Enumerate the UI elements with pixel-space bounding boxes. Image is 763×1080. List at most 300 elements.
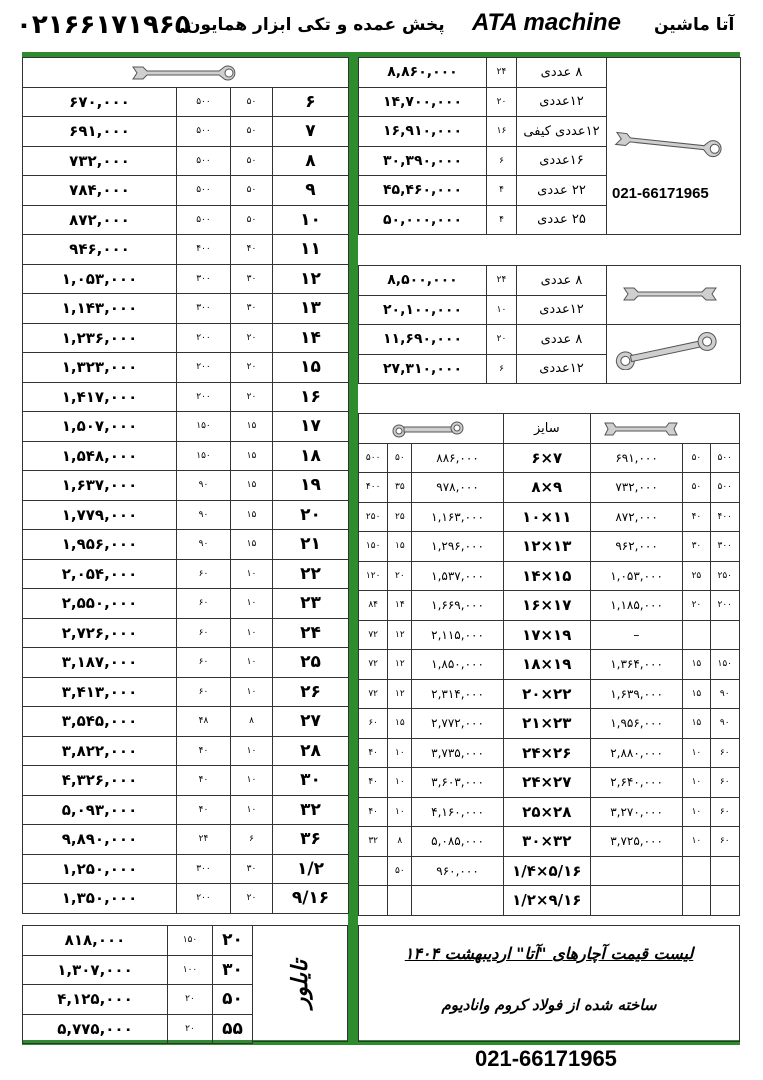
- size-cell: ۱۶: [273, 382, 349, 412]
- ring-price-cell: ۵,۰۸۵,۰۰۰: [412, 827, 503, 857]
- price-cell: ۳,۵۴۵,۰۰۰: [23, 707, 177, 737]
- ring-wrench-header: [359, 414, 504, 444]
- open-carton-cell: ۹۰: [710, 709, 739, 739]
- table-row: [23, 441, 349, 471]
- carton-qty-cell: ۳۰۰: [177, 264, 231, 294]
- combination-wrench-icon: [612, 128, 727, 160]
- price-cell: ۷۸۴,۰۰۰: [23, 176, 177, 206]
- ring-price-cell: ۱,۲۹۶,۰۰۰: [412, 532, 503, 562]
- size-cell: ۱۳: [273, 294, 349, 324]
- table-row: [359, 443, 740, 473]
- sets-phone: 021-66171965: [612, 185, 709, 202]
- pack-qty-cell: ۵۰: [231, 146, 273, 176]
- open-price-cell: ۷۳۲,۰۰۰: [590, 473, 683, 503]
- size-cell: ۱۵: [273, 353, 349, 383]
- open-pack-cell: ۳۰: [683, 532, 710, 562]
- open-carton-cell: ۲۵۰: [710, 561, 739, 591]
- qty-cell: ۲۰: [168, 985, 213, 1015]
- table-row: [23, 412, 349, 442]
- open-pack-cell: ۱۵: [683, 650, 710, 680]
- size-cell: ۱۰: [273, 205, 349, 235]
- price-cell: ۸۷۲,۰۰۰: [23, 205, 177, 235]
- open-pack-cell: ۱۵: [683, 709, 710, 739]
- size-cell: ۶: [273, 87, 349, 117]
- double-wrench-price-table: [358, 413, 740, 916]
- pack-qty-cell: ۱۰: [231, 618, 273, 648]
- open-price-cell: ۳,۷۲۵,۰۰۰: [590, 827, 683, 857]
- ring-carton-cell: ۱۵۰: [359, 532, 388, 562]
- qty-cell: ۲۰: [487, 325, 517, 355]
- qty-cell: ۱۰۰: [168, 955, 213, 985]
- set-label-cell: ۲۵ عددی: [517, 205, 607, 235]
- open-price-cell: ۱,۹۵۶,۰۰۰: [590, 709, 683, 739]
- table-row: [23, 87, 349, 117]
- open-pack-cell: [683, 886, 710, 916]
- size-cell: ۲۲: [273, 559, 349, 589]
- carton-qty-cell: ۶۰: [177, 589, 231, 619]
- size-cell: ۲۴: [273, 618, 349, 648]
- table-row: [359, 561, 740, 591]
- price-cell: ۵,۷۷۵,۰۰۰: [23, 1014, 168, 1044]
- table-row: [23, 648, 349, 678]
- price-cell: ۱۶,۹۱۰,۰۰۰: [359, 117, 487, 147]
- ring-price-cell: ۱,۱۶۳,۰۰۰: [412, 502, 503, 532]
- table-row: [23, 353, 349, 383]
- table-row: [23, 1014, 253, 1044]
- price-cell: ۱,۲۵۰,۰۰۰: [23, 854, 177, 884]
- pack-qty-cell: ۲۰: [231, 382, 273, 412]
- ring-pack-cell: ۲۰: [388, 561, 412, 591]
- open-carton-cell: ۶۰: [710, 768, 739, 798]
- carton-qty-cell: ۵۰۰: [177, 117, 231, 147]
- carton-qty-cell: ۶۰: [177, 559, 231, 589]
- price-list-note: [358, 925, 740, 1042]
- ring-price-cell: ۴,۱۶۰,۰۰۰: [412, 797, 503, 827]
- carton-qty-cell: ۲۰۰: [177, 323, 231, 353]
- size-cell: ۳۲: [273, 795, 349, 825]
- brand-name-fa: آتا ماشین: [654, 15, 735, 35]
- ring-carton-cell: [359, 886, 388, 916]
- set-label-cell: ۸ عددی: [517, 266, 607, 296]
- table-row: [23, 117, 349, 147]
- table-row: [23, 795, 349, 825]
- header-phone: ۰۲۱۶۶۱۷۱۹۶۵: [16, 10, 191, 40]
- table-row: [359, 797, 740, 827]
- price-cell: ۷۳۲,۰۰۰: [23, 146, 177, 176]
- size-cell: ۲۵×۲۸: [503, 797, 590, 827]
- price-cell: ۱,۴۱۷,۰۰۰: [23, 382, 177, 412]
- size-cell: ۲۴×۲۶: [503, 738, 590, 768]
- open-carton-cell: [710, 886, 739, 916]
- ring-carton-cell: ۴۰: [359, 768, 388, 798]
- pack-qty-cell: ۳۰: [231, 264, 273, 294]
- price-cell: ۱,۳۲۳,۰۰۰: [23, 353, 177, 383]
- price-cell: ۱,۲۳۶,۰۰۰: [23, 323, 177, 353]
- price-cell: ۱,۱۴۳,۰۰۰: [23, 294, 177, 324]
- price-cell: ۹۴۶,۰۰۰: [23, 235, 177, 265]
- price-cell: ۱,۰۵۳,۰۰۰: [23, 264, 177, 294]
- carton-qty-cell: ۲۰۰: [177, 353, 231, 383]
- open-carton-cell: ۲۰۰: [710, 591, 739, 621]
- ring-carton-cell: ۶۰: [359, 709, 388, 739]
- ring-spanner-icon: [612, 330, 722, 370]
- size-cell: ۳۰: [273, 766, 349, 796]
- price-cell: ۱,۵۴۸,۰۰۰: [23, 441, 177, 471]
- open-price-cell: ۱,۳۶۴,۰۰۰: [590, 650, 683, 680]
- pack-qty-cell: ۵۰: [231, 117, 273, 147]
- center-divider: [348, 52, 358, 1044]
- price-cell: ۲,۵۵۰,۰۰۰: [23, 589, 177, 619]
- open-price-cell: ۱,۰۵۳,۰۰۰: [590, 561, 683, 591]
- open-pack-cell: ۱۰: [683, 827, 710, 857]
- ring-pack-cell: ۵۰: [388, 443, 412, 473]
- ring-price-cell: ۱,۸۵۰,۰۰۰: [412, 650, 503, 680]
- pack-qty-cell: ۱۰: [231, 766, 273, 796]
- carton-qty-cell: ۵۰۰: [177, 205, 231, 235]
- price-cell: ۹,۸۹۰,۰۰۰: [23, 825, 177, 855]
- price-cell: ۲,۰۵۴,۰۰۰: [23, 559, 177, 589]
- size-cell: ۱۲: [273, 264, 349, 294]
- carton-qty-cell: ۲۴: [177, 825, 231, 855]
- table-row: [359, 532, 740, 562]
- size-cell: ۱/۴×۵/۱۶: [503, 856, 590, 886]
- table-row: [23, 589, 349, 619]
- open-pack-cell: ۴۰: [683, 502, 710, 532]
- ring-pack-cell: ۱۲: [388, 620, 412, 650]
- carton-qty-cell: ۴۸: [177, 707, 231, 737]
- ring-price-cell: ۲,۳۱۴,۰۰۰: [412, 679, 503, 709]
- tailor-price-table: [22, 925, 253, 1044]
- table-row: [23, 707, 349, 737]
- price-cell: ۸,۵۰۰,۰۰۰: [359, 266, 487, 296]
- ring-price-cell: ۳,۶۰۳,۰۰۰: [412, 768, 503, 798]
- size-cell: ۲۱: [273, 530, 349, 560]
- carton-qty-cell: ۳۰۰: [177, 294, 231, 324]
- price-cell: ۴۵,۴۶۰,۰۰۰: [359, 176, 487, 206]
- ring-price-cell: ۹۶۰,۰۰۰: [412, 856, 503, 886]
- open-carton-cell: ۶۰: [710, 797, 739, 827]
- ring-carton-cell: ۸۴: [359, 591, 388, 621]
- price-cell: ۱,۳۰۷,۰۰۰: [23, 955, 168, 985]
- open-carton-cell: ۹۰: [710, 679, 739, 709]
- pack-qty-cell: ۱۵: [231, 412, 273, 442]
- size-cell: ۶×۷: [503, 443, 590, 473]
- open-carton-cell: ۱۵۰: [710, 650, 739, 680]
- open-carton-cell: ۶۰: [710, 738, 739, 768]
- open-end-wrench-icon: [620, 283, 720, 305]
- price-cell: ۶۷۰,۰۰۰: [23, 87, 177, 117]
- pack-qty-cell: ۲۰: [231, 884, 273, 914]
- pack-qty-cell: ۲۰: [231, 323, 273, 353]
- open-carton-cell: ۵۰۰: [710, 473, 739, 503]
- size-cell: ۲۱×۲۳: [503, 709, 590, 739]
- open-pack-cell: ۲۵: [683, 561, 710, 591]
- pack-qty-cell: ۱۰: [231, 648, 273, 678]
- qty-cell: ۶: [487, 146, 517, 176]
- price-cell: ۳,۸۲۲,۰۰۰: [23, 736, 177, 766]
- open-carton-cell: ۵۰۰: [710, 443, 739, 473]
- size-cell: ۲۸: [273, 736, 349, 766]
- ring-pack-cell: ۱۰: [388, 738, 412, 768]
- header-slogan: پخش عمده و تکی ابزار همایون: [186, 15, 445, 35]
- open-price-cell: –: [590, 620, 683, 650]
- table-row: [359, 58, 741, 88]
- open-carton-cell: ۶۰: [710, 827, 739, 857]
- open-pack-cell: ۵۰: [683, 443, 710, 473]
- open-price-cell: [590, 886, 683, 916]
- ring-spanner-icon: [389, 418, 469, 440]
- table-row: [23, 500, 349, 530]
- table-row: [23, 530, 349, 560]
- price-cell: ۵,۰۹۳,۰۰۰: [23, 795, 177, 825]
- pack-qty-cell: ۱۵: [231, 500, 273, 530]
- qty-cell: ۲۰: [487, 87, 517, 117]
- ring-pack-cell: ۱۴: [388, 591, 412, 621]
- ring-pack-cell: [388, 886, 412, 916]
- ring-carton-cell: [359, 856, 388, 886]
- table-row: [23, 766, 349, 796]
- open-price-cell: ۸۷۲,۰۰۰: [590, 502, 683, 532]
- open-price-cell: ۲,۶۴۰,۰۰۰: [590, 768, 683, 798]
- table-row: [23, 677, 349, 707]
- carton-qty-cell: ۴۰: [177, 736, 231, 766]
- price-cell: ۸,۸۶۰,۰۰۰: [359, 58, 487, 88]
- price-cell: ۱,۵۰۷,۰۰۰: [23, 412, 177, 442]
- carton-qty-cell: ۲۰۰: [177, 382, 231, 412]
- qty-cell: ۲۴: [487, 266, 517, 296]
- price-cell: ۸۱۸,۰۰۰: [23, 926, 168, 956]
- table-header-row: [359, 414, 740, 444]
- carton-qty-cell: ۴۰: [177, 766, 231, 796]
- qty-cell: ۱۶: [487, 117, 517, 147]
- pack-qty-cell: ۳۰: [231, 294, 273, 324]
- tailor-label: تایلور: [286, 959, 313, 1008]
- price-cell: ۳,۴۱۳,۰۰۰: [23, 677, 177, 707]
- ring-carton-cell: ۴۰۰: [359, 473, 388, 503]
- ring-pack-cell: ۱۵: [388, 532, 412, 562]
- carton-qty-cell: ۶۰: [177, 677, 231, 707]
- carton-qty-cell: ۵۰۰: [177, 87, 231, 117]
- open-carton-cell: [710, 856, 739, 886]
- open-price-cell: [590, 856, 683, 886]
- table-row: [359, 473, 740, 503]
- ring-carton-cell: ۷۲: [359, 650, 388, 680]
- ring-price-cell: [412, 886, 503, 916]
- price-cell: ۱۴,۷۰۰,۰۰۰: [359, 87, 487, 117]
- pack-qty-cell: ۸: [231, 707, 273, 737]
- table-row: [359, 827, 740, 857]
- price-cell: ۲,۷۲۶,۰۰۰: [23, 618, 177, 648]
- carton-qty-cell: ۱۵۰: [177, 412, 231, 442]
- open-price-cell: ۱,۶۳۹,۰۰۰: [590, 679, 683, 709]
- pack-qty-cell: ۱۵: [231, 530, 273, 560]
- ring-carton-cell: ۳۲: [359, 827, 388, 857]
- ring-price-cell: ۲,۷۷۲,۰۰۰: [412, 709, 503, 739]
- qty-cell: ۲۴: [487, 58, 517, 88]
- qty-cell: ۲۰: [168, 1014, 213, 1044]
- size-cell: ۲۷: [273, 707, 349, 737]
- open-carton-cell: ۴۰۰: [710, 502, 739, 532]
- table-row: [23, 471, 349, 501]
- open-pack-cell: [683, 620, 710, 650]
- price-cell: ۵۰,۰۰۰,۰۰۰: [359, 205, 487, 235]
- ring-carton-cell: ۴۰: [359, 797, 388, 827]
- table-header-row: [23, 58, 349, 88]
- size-cell: ۱/۲: [273, 854, 349, 884]
- ring-pack-cell: ۱۰: [388, 768, 412, 798]
- carton-qty-cell: ۲۰۰: [177, 884, 231, 914]
- table-row: [23, 294, 349, 324]
- size-cell: ۹/۱۶: [273, 884, 349, 914]
- open-pack-cell: [683, 856, 710, 886]
- table-row: [23, 264, 349, 294]
- price-cell: ۱,۹۵۶,۰۰۰: [23, 530, 177, 560]
- table-row: [23, 235, 349, 265]
- ring-price-cell: ۲,۱۱۵,۰۰۰: [412, 620, 503, 650]
- size-cell: ۲۶: [273, 677, 349, 707]
- open-price-cell: ۲,۸۸۰,۰۰۰: [590, 738, 683, 768]
- pack-qty-cell: ۱۵: [231, 441, 273, 471]
- price-cell: ۳۰,۳۹۰,۰۰۰: [359, 146, 487, 176]
- table-row: [359, 591, 740, 621]
- table-row: [359, 709, 740, 739]
- size-cell: ۱۲×۱۳: [503, 532, 590, 562]
- table-row: [359, 768, 740, 798]
- size-cell: ۲۰×۲۲: [503, 679, 590, 709]
- carton-qty-cell: ۹۰: [177, 530, 231, 560]
- size-cell: ۳۰: [213, 955, 253, 985]
- table-row: [359, 620, 740, 650]
- pack-qty-cell: ۶: [231, 825, 273, 855]
- pack-qty-cell: ۱۰: [231, 795, 273, 825]
- price-cell: ۴,۱۲۵,۰۰۰: [23, 985, 168, 1015]
- set-label-cell: ۱۲عددی کیفی: [517, 117, 607, 147]
- table-row: [359, 856, 740, 886]
- set-label-cell: ۱۲عددی: [517, 87, 607, 117]
- ring-carton-cell: ۷۲: [359, 620, 388, 650]
- open-carton-cell: [710, 620, 739, 650]
- size-cell: ۱۶×۱۷: [503, 591, 590, 621]
- size-cell: ۷: [273, 117, 349, 147]
- ring-pack-cell: ۱۵: [388, 709, 412, 739]
- qty-cell: ۱۵۰: [168, 926, 213, 956]
- pack-qty-cell: ۱۰: [231, 736, 273, 766]
- carton-qty-cell: ۶۰: [177, 648, 231, 678]
- open-wrench-header: [590, 414, 739, 444]
- carton-qty-cell: ۶۰: [177, 618, 231, 648]
- carton-qty-cell: ۳۰۰: [177, 854, 231, 884]
- carton-qty-cell: ۱۵۰: [177, 441, 231, 471]
- table-row: [359, 650, 740, 680]
- size-cell: ۲۴×۲۷: [503, 768, 590, 798]
- material-subtitle: ساخته شده از فولاد کروم وانادیوم: [441, 996, 657, 1014]
- size-cell: ۱۹: [273, 471, 349, 501]
- table-row: [359, 679, 740, 709]
- set-label-cell: ۱۶عددی: [517, 146, 607, 176]
- open-pack-cell: ۵۰: [683, 473, 710, 503]
- brand-name-en: ATA machine: [472, 9, 621, 36]
- ring-carton-cell: ۵۰۰: [359, 443, 388, 473]
- ring-price-cell: ۸۸۶,۰۰۰: [412, 443, 503, 473]
- table-row: [23, 854, 349, 884]
- table-row: [23, 559, 349, 589]
- ring-carton-cell: ۷۲: [359, 679, 388, 709]
- set-label-cell: ۸ عددی: [517, 325, 607, 355]
- pack-qty-cell: ۳۰: [231, 854, 273, 884]
- ring-pack-cell: ۵۰: [388, 856, 412, 886]
- open-carton-cell: ۳۰۰: [710, 532, 739, 562]
- ring-price-cell: ۱,۶۶۹,۰۰۰: [412, 591, 503, 621]
- pack-qty-cell: ۱۰: [231, 589, 273, 619]
- footer-phone: 021-66171965: [475, 1046, 617, 1071]
- table-row: [23, 955, 253, 985]
- table-row: [23, 323, 349, 353]
- size-column-header: سایز: [503, 414, 590, 444]
- size-cell: ۱۰×۱۱: [503, 502, 590, 532]
- ring-carton-cell: ۱۲۰: [359, 561, 388, 591]
- carton-qty-cell: ۵۰۰: [177, 176, 231, 206]
- price-cell: ۲۷,۳۱۰,۰۰۰: [359, 354, 487, 384]
- tailor-label-box: [252, 925, 348, 1042]
- size-cell: ۸×۹: [503, 473, 590, 503]
- carton-qty-cell: ۵۰۰: [177, 146, 231, 176]
- table-row: [23, 825, 349, 855]
- table-row: [23, 618, 349, 648]
- size-cell: ۲۳: [273, 589, 349, 619]
- size-cell: ۲۰: [213, 926, 253, 956]
- open-pack-cell: ۱۰: [683, 797, 710, 827]
- table-row: [23, 382, 349, 412]
- table-row: [359, 886, 740, 916]
- table-row: [23, 736, 349, 766]
- price-cell: ۱,۶۳۷,۰۰۰: [23, 471, 177, 501]
- header: [0, 0, 763, 52]
- ring-pack-cell: ۱۲: [388, 650, 412, 680]
- pack-qty-cell: ۵۰: [231, 87, 273, 117]
- combination-wrench-price-table: [22, 57, 349, 914]
- size-cell: ۱۷: [273, 412, 349, 442]
- price-list-title: لیست قیمت آچارهای "آتا" اردیبهشت ۱۴۰۴: [404, 944, 694, 963]
- open-price-cell: ۱,۱۸۵,۰۰۰: [590, 591, 683, 621]
- table-row: [23, 146, 349, 176]
- pack-qty-cell: ۱۰: [231, 677, 273, 707]
- table-row: [23, 205, 349, 235]
- qty-cell: ۴: [487, 176, 517, 206]
- price-cell: ۱۱,۶۹۰,۰۰۰: [359, 325, 487, 355]
- pack-qty-cell: ۵۰: [231, 176, 273, 206]
- ring-pack-cell: ۳۵: [388, 473, 412, 503]
- price-cell: ۶۹۱,۰۰۰: [23, 117, 177, 147]
- size-cell: ۱۴: [273, 323, 349, 353]
- price-cell: ۳,۱۸۷,۰۰۰: [23, 648, 177, 678]
- size-cell: ۵۵: [213, 1014, 253, 1044]
- set-label-cell: ۱۲عددی: [517, 295, 607, 325]
- open-pack-cell: ۱۰: [683, 768, 710, 798]
- ring-pack-cell: ۱۰: [388, 797, 412, 827]
- open-pack-cell: ۱۵: [683, 679, 710, 709]
- ring-pack-cell: ۱۲: [388, 679, 412, 709]
- size-cell: ۲۵: [273, 648, 349, 678]
- size-cell: ۵۰: [213, 985, 253, 1015]
- qty-cell: ۶: [487, 354, 517, 384]
- ring-price-cell: ۹۷۸,۰۰۰: [412, 473, 503, 503]
- ring-pack-cell: ۲۵: [388, 502, 412, 532]
- size-cell: ۱۱: [273, 235, 349, 265]
- pack-qty-cell: ۴۰: [231, 235, 273, 265]
- table-row: [23, 985, 253, 1015]
- ring-price-cell: ۱,۵۳۷,۰۰۰: [412, 561, 503, 591]
- ring-carton-cell: ۴۰: [359, 738, 388, 768]
